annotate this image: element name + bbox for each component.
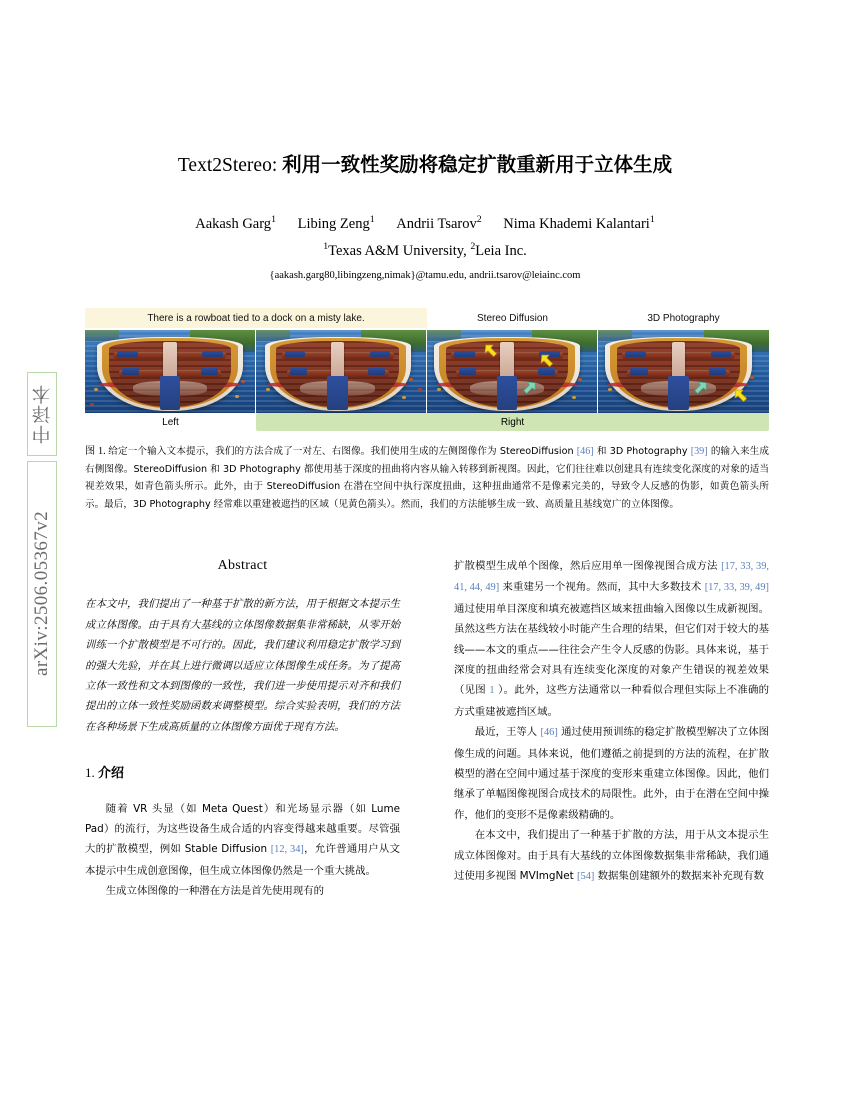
- right-p3-ref: [54]: [577, 871, 595, 883]
- affiliation-line: [100, 243, 750, 260]
- section-number: 1.: [85, 765, 98, 781]
- author-entry: [195, 216, 276, 232]
- right-p2-ref: [46]: [540, 727, 558, 739]
- cyan-arrow-disparity: [521, 380, 538, 397]
- intro-paragraph-2: 生成立体图像的一种潜在方法是首先使用现有的: [105, 885, 324, 898]
- blue-cushion: [368, 368, 385, 375]
- author-name: Andrii Tsarov: [396, 216, 477, 232]
- blue-cushion: [630, 368, 647, 375]
- blue-cushion: [454, 351, 474, 358]
- arxiv-sidebar: [26, 372, 58, 732]
- yellow-arrow-artifact-1: [483, 343, 500, 360]
- boat-oar: [500, 342, 514, 382]
- right-p1-ref-3: 1: [489, 685, 495, 697]
- blue-cushion: [709, 368, 726, 375]
- cyan-arrow-disparity: [692, 380, 709, 397]
- affil-mark-2: 2: [470, 241, 476, 253]
- teaser-figure: [85, 308, 769, 431]
- panel-stereo-diffusion-view: [427, 330, 598, 413]
- author-list: [100, 212, 750, 236]
- blue-cushion: [117, 351, 137, 358]
- caption-ref-39: [39]: [690, 446, 708, 457]
- boat-scene: [256, 330, 426, 413]
- boat-center-mat: [160, 376, 180, 409]
- blue-cushion: [625, 351, 646, 358]
- yellow-arrow-occlusion: [733, 388, 750, 405]
- figure-caption: [85, 443, 769, 513]
- blue-cushion: [285, 351, 305, 358]
- section-heading-introduction: [85, 763, 400, 784]
- floating-leaf: [418, 388, 422, 391]
- right-paragraph-3: [454, 825, 769, 887]
- boat-center-mat: [497, 376, 517, 409]
- right-column: [454, 556, 769, 888]
- boat-center-mat: [668, 376, 689, 409]
- author-name: Aakash Garg: [195, 216, 272, 232]
- figure-image-row: [85, 330, 769, 413]
- intro-p1-ref: [12, 34]: [270, 844, 304, 856]
- panel-left-view: [85, 330, 256, 413]
- blue-cushion: [290, 368, 307, 375]
- section-title: 介绍: [98, 766, 125, 782]
- panel-our-right-view: [256, 330, 427, 413]
- affil-org-2: Leia Inc.: [475, 243, 527, 259]
- yellow-arrow-artifact-2: [539, 353, 556, 370]
- author-affil-mark: 1: [271, 214, 276, 226]
- abstract-body: [85, 594, 400, 737]
- author-name: Nima Khademi Kalantari: [503, 216, 650, 232]
- right-p1-d: ）。此外，这些方法通常以一种看似合理但实际上不准确的方式重建被遮挡区域。: [454, 684, 769, 718]
- boat-oar: [331, 342, 345, 382]
- title-en-part: Text2Stereo:: [177, 155, 283, 176]
- right-paragraph-1: [454, 556, 769, 722]
- label-3d-photography: 3D Photography: [647, 312, 720, 324]
- title-cn-part: 利用一致性奖励将稳定扩散重新用于立体生成: [282, 153, 673, 176]
- abstract-heading: Abstract: [217, 558, 268, 573]
- boat-scene: [598, 330, 769, 413]
- author-entry: [503, 216, 654, 232]
- boat-oar: [672, 342, 686, 382]
- boat-scene: [427, 330, 597, 413]
- caption-label: 图 1.: [85, 446, 109, 457]
- blue-cushion: [122, 368, 139, 375]
- arxiv-id-stamp: arXiv:2506.05367v2: [27, 461, 57, 727]
- floating-leaf: [235, 395, 239, 398]
- right-p1-ref-1: [17, 33, 39, 41, 44, 49]: [454, 561, 769, 594]
- blue-cushion: [370, 351, 390, 358]
- intro-paragraph-1: [85, 799, 400, 882]
- left-column: [85, 556, 400, 902]
- label-right: Right: [256, 413, 769, 431]
- right-p1-c: 通过使用单目深度和填充被遮挡区域来扭曲输入图像以生成新视图。虽然这些方法在基线较小时能产生合理的结果，但它们对于较大的基线——本文的重点——往往会产生令人反感的伪影。具体来说，基于深度的扭曲经常会对具有连续变化深度的对象产生错误的视差效果（见图: [454, 602, 769, 697]
- abstract-paragraph: 在本文中，我们提出了一种基于扩散的新方法，用于根据文本提示生成立体图像。由于具有大基线的立体图像数据集非常稀缺，从零开始训练一个扩散模型是不可行的。因此，我们建议利用稳定扩散学习到的强大先验，并在其上进行微调以适应立体图像生成任务。为了提高立体一致性和文本到图像的一致性，我们进一步使用提示对齐和我们提出的立体一致性奖励函数来调整模型。综合实验表明，我们的方法在各种场景下生成高质量的立体图像方面优于现有方法。: [85, 598, 400, 733]
- figure-top-labels: [85, 308, 769, 328]
- author-name: Libing Zeng: [297, 216, 370, 232]
- email-line: {aakash.garg80,libingzeng,nimak}@tamu.edu, andrii.tsarov@leiainc.com: [269, 270, 581, 281]
- page-title: [100, 152, 750, 179]
- boat-scene: [85, 330, 255, 413]
- caption-seg-2: 和 3D Photography: [593, 446, 691, 457]
- right-p1-a: 扩散模型生成单个图像，然后应用单一图像视图合成方法: [454, 560, 722, 572]
- floating-leaf: [94, 388, 98, 391]
- label-left: Left: [162, 416, 179, 428]
- right-paragraph-2: [454, 722, 769, 825]
- blue-cushion: [202, 351, 222, 358]
- affil-org-1: Texas A&M University,: [328, 243, 471, 259]
- author-entry: [396, 216, 481, 232]
- translation-badge: 中译本: [27, 372, 57, 456]
- prompt-banner: There is a rowboat tied to a dock on a misty lake.: [85, 308, 427, 328]
- panel-3d-photography-view: [598, 330, 769, 413]
- blue-cushion: [711, 351, 732, 358]
- blue-cushion: [459, 368, 476, 375]
- right-p2-b: 通过使用预训练的稳定扩散模型解决了立体图像生成的问题。具体来说，他们遵循之前提到的方法的流程，在扩散模型的潜在空间中通过基于深度的变形来重建立体图像。因此，他们继承了单幅图像视图合成技术的局限性。此外，由于在潜在空间中操作，他们的变形不是像素级精确的。: [454, 726, 769, 821]
- author-affil-mark: 1: [649, 214, 655, 226]
- right-p3-b: 数据集创建额外的数据来补充现有数: [594, 870, 764, 883]
- author-entry: [298, 216, 375, 232]
- boat-oar: [163, 342, 177, 382]
- caption-seg-3: 的输入来生成右侧图像。StereoDiffusion 和 3D Photography 都使用基于深度的扭曲将内容从输入转移到新视图。因此，它们往往难以创建具有连续变化深度的对象的适当视差效果，如青色箭头所示。此外，由于 StereoDiffusion 在潜在空间中执行深度扭曲，这种扭曲通常不是像素完美的，导致令人反感的伪影，如黄色箭头所示。最后，3D Photography 经常难以重建被遮挡的区域（见黄色箭头）。然而，我们的方法能够生成一致、高质量且基线宽广的立体图像。: [85, 446, 769, 510]
- caption-seg-1: 给定一个输入文本提示，我们的方法合成了一对左、右图像。我们使用生成的左侧图像作为 StereoDiffusion: [108, 446, 577, 457]
- label-stereo-diffusion: Stereo Diffusion: [477, 312, 548, 324]
- right-p1-ref-2: [17, 33, 39, 49]: [704, 582, 769, 594]
- boat-center-mat: [327, 376, 347, 409]
- figure-bottom-labels: [85, 413, 769, 431]
- affil-mark-1: 1: [323, 241, 329, 253]
- right-p1-b: 来重建另一个视角。然而，其中大多数技术: [499, 581, 705, 594]
- author-affil-mark: 2: [476, 214, 482, 226]
- blue-cushion: [201, 368, 218, 375]
- intro-p1-b: ，允许普通用户从文本提示中生成创意图像，但生成立体图像仍然是一个重大挑战。: [85, 843, 400, 877]
- caption-ref-46: [46]: [576, 446, 594, 457]
- right-p2-a: 最近，王等人: [474, 726, 541, 739]
- intro-p1-a: 随着 VR 头显（如 Meta Quest）和光场显示器（如 Lume Pad）的流行，为这些设备生成合适的内容变得越来越重要。尽管强大的扩散模型，例如 Stable Diffusion: [85, 802, 400, 856]
- right-p3-a: 在本文中，我们提出了一种基于扩散的方法，用于从文本提示生成立体图像对。由于具有大基线的立体图像数据集非常稀缺，我们通过使用多视图 MVImgNet: [454, 829, 769, 883]
- author-affil-mark: 1: [369, 214, 375, 226]
